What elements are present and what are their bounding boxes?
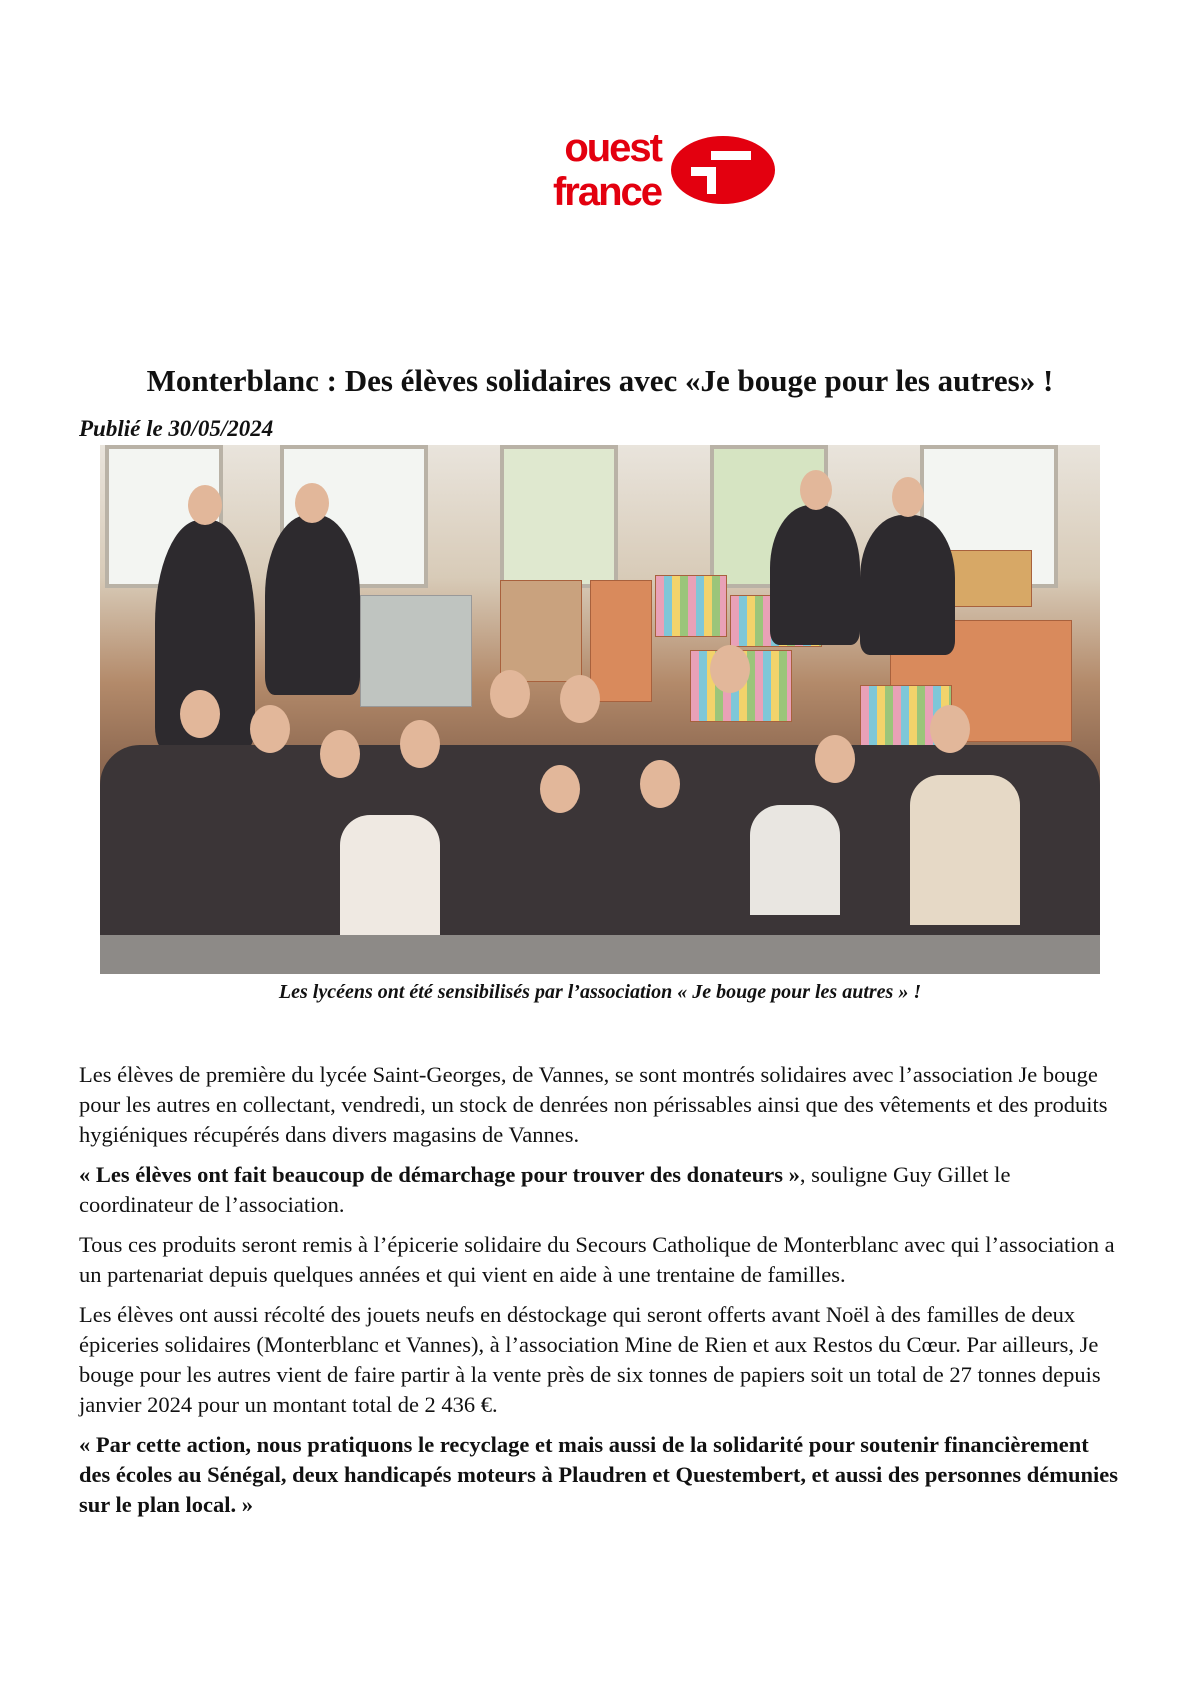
article-photo: [100, 445, 1100, 974]
article-title: Monterblanc : Des élèves solidaires avec «Je bouge pour les autres» !: [146, 363, 1054, 398]
quote-donateurs: « Les élèves ont fait beaucoup de démarchage pour trouver des donateurs »: [79, 1162, 800, 1187]
publication-date: Publié le 30/05/2024: [79, 416, 274, 441]
logo-line-2: france: [552, 170, 661, 214]
photo-caption: Les lycéens ont été sensibilisés par l’association « Je bouge pour les autres » !: [278, 981, 922, 1003]
logo-line-1: ouest: [564, 126, 661, 170]
logo-cross-emblem: [671, 136, 775, 204]
paragraph-5-quote: « Par cette action, nous pratiquons le recyclage et mais aussi de la solidarité pour soutenir financièrement des écoles au Sénégal, deux handicapés moteurs à Plaudren et Questembert, et aussi des personnes démunies sur le plan local. »: [79, 1432, 1118, 1517]
paragraph-2-rest: , souligne Guy Gillet le coordinateur de l’association.: [79, 1162, 1011, 1217]
ouest-france-logo: [425, 126, 785, 214]
article-body: [79, 1060, 1119, 1530]
paragraph-2: [79, 1160, 1119, 1220]
paragraph-1: Les élèves de première du lycée Saint-Georges, de Vannes, se sont montrés solidaires avec l’association Je bouge pour les autres en collectant, vendredi, un stock de denrées non périssables ainsi que des vêtements et des produits hygiéniques récupérés dans divers magasins de Vannes.: [79, 1062, 1108, 1147]
paragraph-4: Les élèves ont aussi récolté des jouets neufs en déstockage qui seront offerts avant Noël à des familles de deux épiceries solidaires (Monterblanc et Vannes), à l’association Mine de Rien et aux Restos du Cœur. Par ailleurs, Je bouge pour les autres vient de faire partir à la vente près de six tonnes de papiers soit un total de 27 tonnes depuis janvier 2024 pour un montant total de 2 436 €.: [79, 1302, 1101, 1417]
paragraph-3: Tous ces produits seront remis à l’épicerie solidaire du Secours Catholique de Monterblanc avec qui l’association a un partenariat depuis quelques années et qui vient en aide à une trentaine de familles.: [79, 1232, 1115, 1287]
logo-wordmark: [425, 126, 661, 214]
